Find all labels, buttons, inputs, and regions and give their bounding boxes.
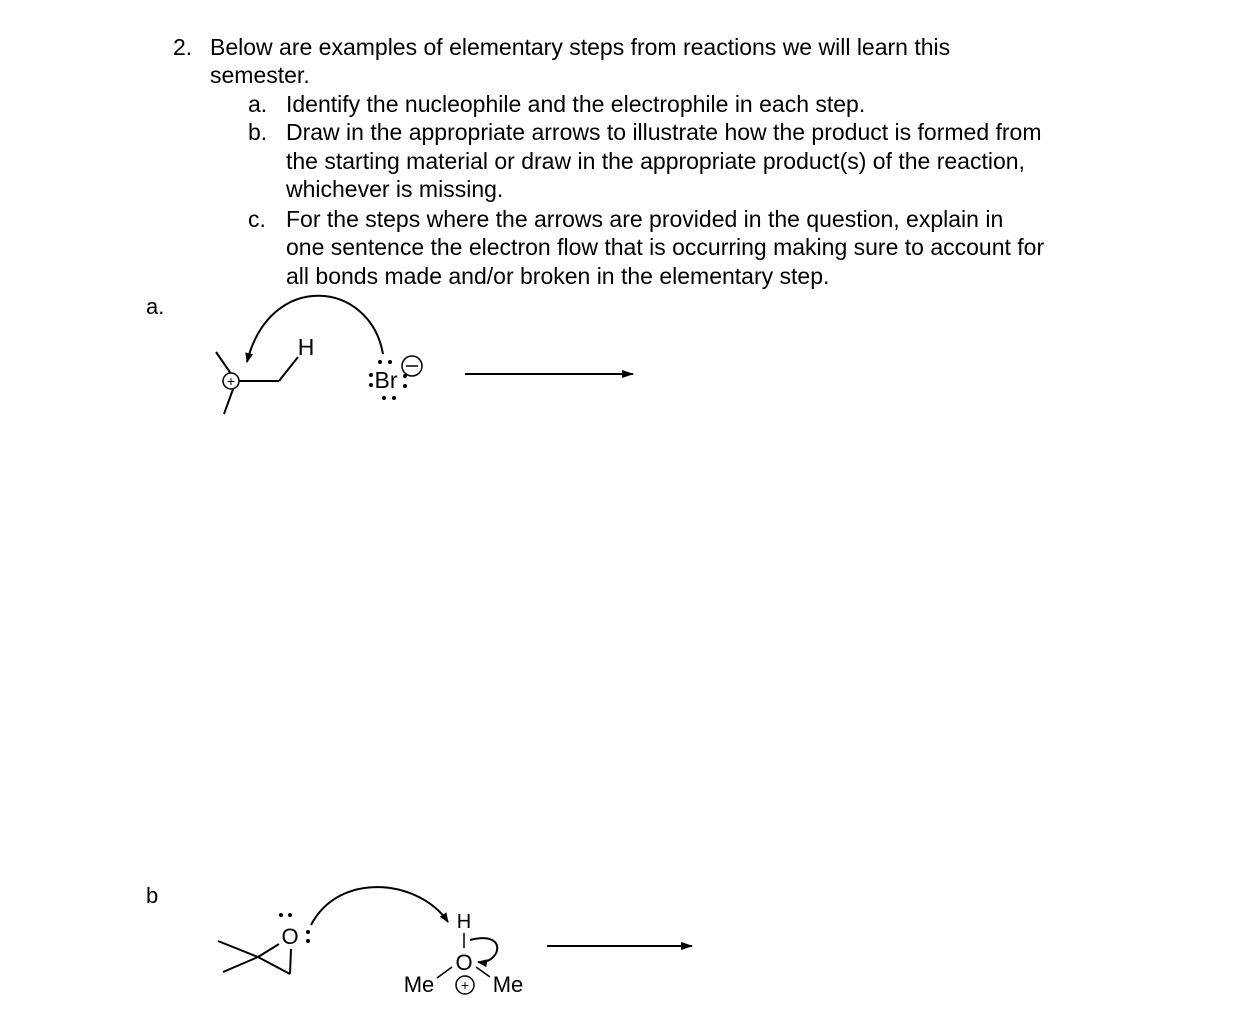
methyl-left: Me xyxy=(403,972,435,997)
epoxide-skeleton xyxy=(218,941,291,974)
reaction-b-label: b xyxy=(146,883,159,908)
epoxide-oxygen: O xyxy=(281,924,299,949)
methyl-right: Me xyxy=(492,972,524,997)
curved-arrow-icon xyxy=(311,887,448,925)
part-c-line-1: For the steps where the arrows are provided in the question, explain in xyxy=(286,206,1004,232)
part-b-line-3: whichever is missing. xyxy=(286,176,504,202)
acid-hydrogen: H xyxy=(456,911,472,933)
question-intro-line-2: semester. xyxy=(210,62,310,88)
reaction-a-label: a. xyxy=(146,294,165,319)
part-c-line-2: one sentence the electron flow that is occurring making sure to account for xyxy=(286,234,1045,260)
part-c-marker: c. xyxy=(248,206,266,232)
part-a-text: Identify the nucleophile and the electrophile in each step. xyxy=(286,91,866,117)
oxonium-oxygen: O xyxy=(455,950,473,975)
part-b-line-2: the starting material or draw in the appropriate product(s) of the reaction, xyxy=(286,148,1025,174)
question-intro-line-1: Below are examples of elementary steps from reactions we will learn this xyxy=(210,34,951,60)
svg-text:+: + xyxy=(226,373,236,389)
svg-text:+: + xyxy=(460,977,470,993)
svg-text:Br: Br xyxy=(374,367,398,393)
question-number: 2. xyxy=(173,34,193,60)
part-c-line-3: all bonds made and/or broken in the elementary step. xyxy=(286,263,830,289)
oxonium-charge-icon xyxy=(456,976,474,994)
part-b-marker: b. xyxy=(248,119,268,145)
part-a-marker: a. xyxy=(248,91,268,117)
part-b-line-1: Draw in the appropriate arrows to illustrate how the product is formed from xyxy=(286,119,1042,145)
bond-breaking-arrow-icon xyxy=(470,938,497,962)
hydrogen-atom: H xyxy=(297,334,315,360)
